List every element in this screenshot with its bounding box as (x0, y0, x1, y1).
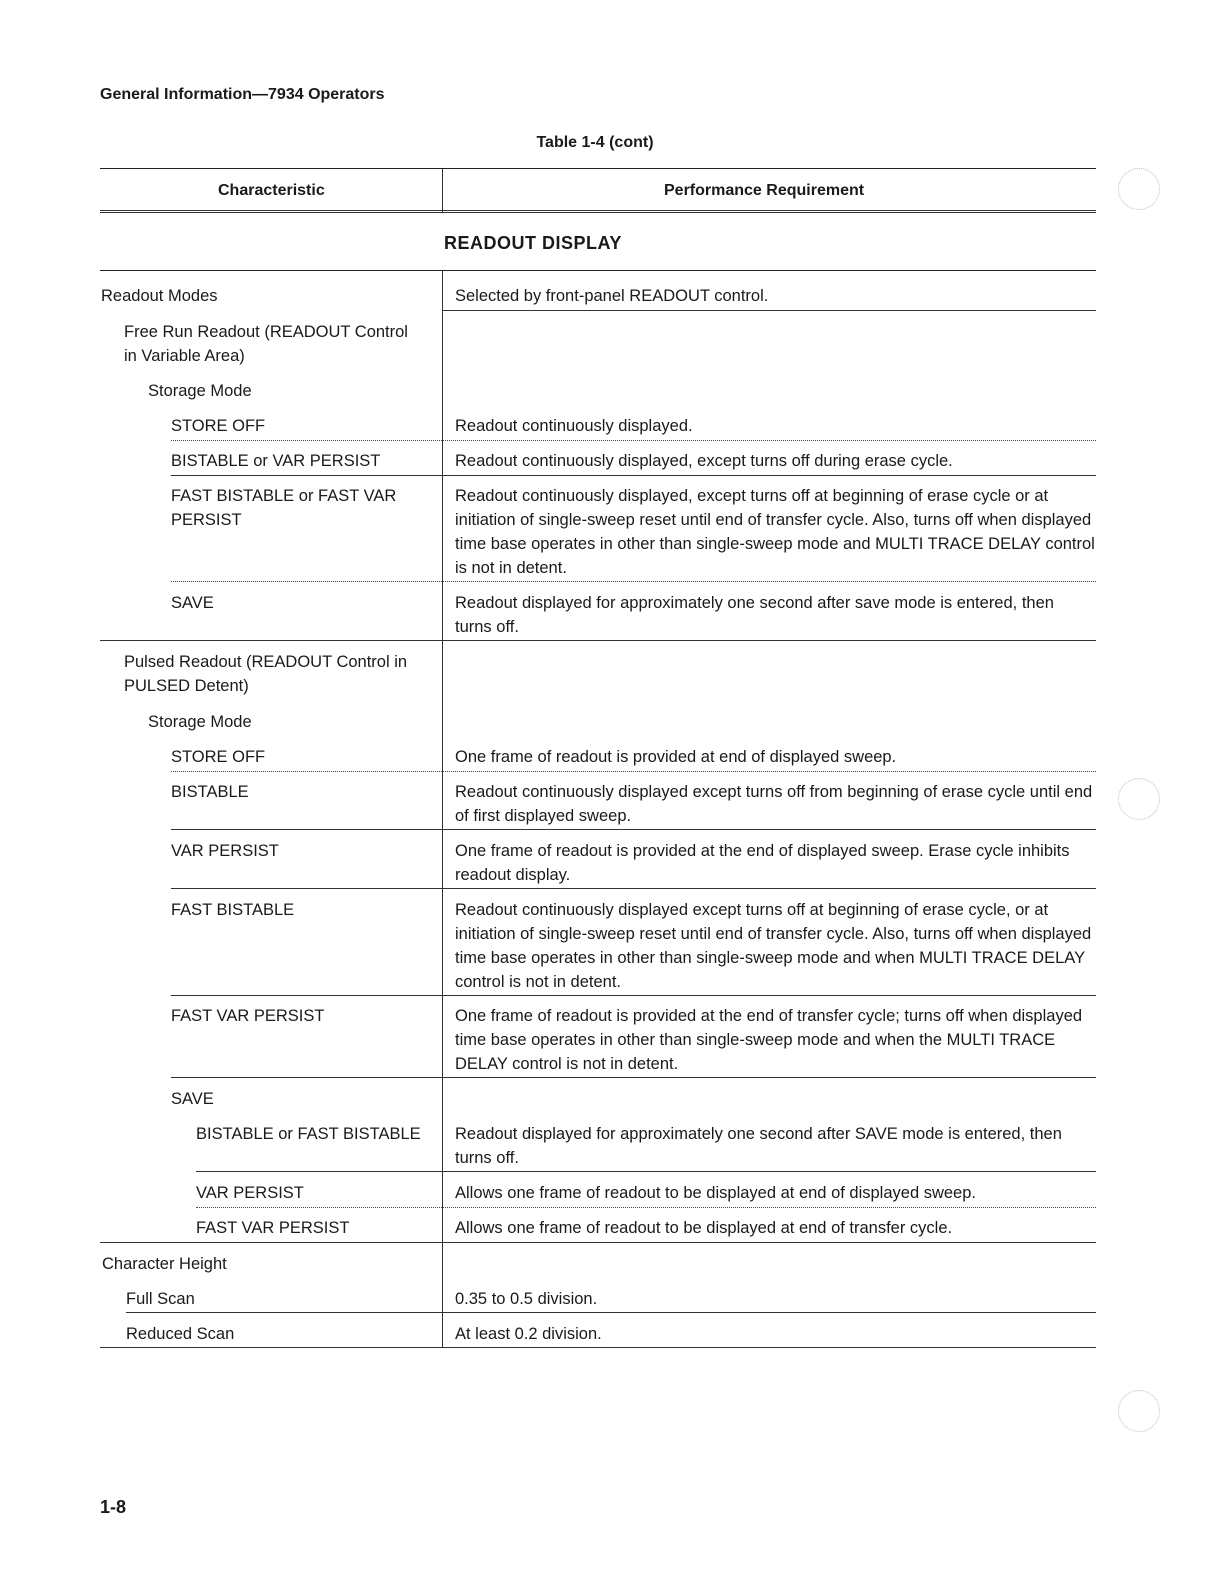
row-rule (171, 475, 1096, 476)
row-rule (100, 1242, 1096, 1243)
table-row-characteristic: Readout Modes (101, 287, 218, 305)
table-row-characteristic: STORE OFF (171, 748, 266, 766)
table-title: Table 1-4 (cont) (536, 134, 654, 151)
row-rule (171, 581, 1096, 582)
table-row-requirement: Readout continuously displayed, except turns off during erase cycle. (455, 452, 953, 470)
row-rule (126, 1312, 1096, 1313)
table-row-characteristic: Character Height (102, 1255, 227, 1273)
header-column-divider (442, 169, 443, 212)
table-row-requirement: Readout displayed for approximately one second after save mode is entered, then turns off. (455, 594, 1054, 636)
table-row-requirement: One frame of readout is provided at the end of transfer cycle; turns off when displayed time base operates in other than single-sweep mode and when the MULTI TRACE DELAY control is not in detent. (455, 1007, 1083, 1073)
table-row-characteristic: VAR PERSIST (171, 842, 279, 860)
table-row-characteristic: STORE OFF (171, 417, 266, 435)
table-row-characteristic: FAST BISTABLE (171, 901, 295, 919)
row-rule (196, 1207, 1096, 1208)
table-row-requirement: Selected by front-panel READOUT control. (455, 287, 769, 305)
punch-hole-mark (1118, 778, 1160, 820)
table-row-characteristic: Reduced Scan (126, 1325, 235, 1343)
table-row-characteristic: Full Scan (126, 1290, 195, 1308)
table-bottom-rule (100, 1347, 1096, 1348)
table-row-requirement: Readout continuously displayed except turns off at beginning of erase cycle, or at initiation of single-sweep reset until end of transfer cycle. Also, turns off when displayed time base operates in other than single-sweep mode and when MULTI TRACE DELAY control is not in detent. (455, 901, 1092, 991)
table-row-requirement: 0.35 to 0.5 division. (455, 1290, 598, 1308)
table-row-characteristic: Storage Mode (148, 382, 252, 400)
table-row-characteristic: FAST VAR PERSIST (196, 1219, 350, 1237)
table-row-characteristic: Free Run Readout (READOUT Control in Variable Area) (124, 323, 408, 365)
row-rule (171, 829, 1096, 830)
table-row-requirement: At least 0.2 division. (455, 1325, 602, 1343)
column-header-performance: Performance Requirement (664, 182, 865, 199)
section-heading: READOUT DISPLAY (444, 233, 622, 253)
table-row-requirement: One frame of readout is provided at end of displayed sweep. (455, 748, 897, 766)
punch-hole-mark (1118, 1390, 1160, 1432)
table-row-characteristic: Storage Mode (148, 713, 252, 731)
row-rule (171, 440, 1096, 441)
row-rule (100, 640, 1096, 641)
table-row-characteristic: SAVE (171, 594, 214, 612)
table-row-characteristic: FAST VAR PERSIST (171, 1007, 325, 1025)
table-row-characteristic: Pulsed Readout (READOUT Control in PULSED Detent) (124, 653, 408, 695)
table-row-characteristic: BISTABLE or FAST BISTABLE (196, 1125, 421, 1143)
row-rule (171, 995, 1096, 996)
section-rule (100, 270, 1096, 271)
running-header: General Information—7934 Operators (100, 86, 385, 103)
table-row-requirement: Readout displayed for approximately one second after SAVE mode is entered, then turns off. (455, 1125, 1062, 1167)
table-row-requirement: One frame of readout is provided at the end of displayed sweep. Erase cycle inhibits readout display. (455, 842, 1070, 884)
table-row-requirement: Allows one frame of readout to be displayed at end of transfer cycle. (455, 1219, 953, 1237)
row-rule (442, 310, 1096, 311)
row-rule (196, 1171, 1096, 1172)
row-rule (171, 771, 1096, 772)
punch-hole-mark (1118, 168, 1160, 210)
table-row-characteristic: FAST BISTABLE or FAST VAR PERSIST (171, 487, 397, 529)
table-row-requirement: Allows one frame of readout to be displayed at end of displayed sweep. (455, 1184, 976, 1202)
page-number: 1-8 (100, 1497, 127, 1517)
table-row-characteristic: SAVE (171, 1090, 214, 1108)
row-rule (171, 1077, 1096, 1078)
column-header-characteristic: Characteristic (218, 182, 325, 199)
table-row-characteristic: VAR PERSIST (196, 1184, 304, 1202)
table-row-requirement: Readout continuously displayed except turns off from beginning of erase cycle until end of first displayed sweep. (455, 783, 1093, 825)
table-top-rule (100, 168, 1096, 169)
table-row-requirement: Readout continuously displayed, except turns off at beginning of erase cycle or at initiation of single-sweep reset until end of transfer cycle. Also, turns off when displayed time base operates in other than single-sweep mode and MULTI TRACE DELAY control is not in detent. (455, 487, 1095, 577)
table-row-requirement: Readout continuously displayed. (455, 417, 693, 435)
row-rule (171, 888, 1096, 889)
table-row-characteristic: BISTABLE (171, 783, 249, 801)
table-row-characteristic: BISTABLE or VAR PERSIST (171, 452, 381, 470)
header-bottom-rule (100, 210, 1096, 213)
body-column-divider (442, 271, 443, 1347)
